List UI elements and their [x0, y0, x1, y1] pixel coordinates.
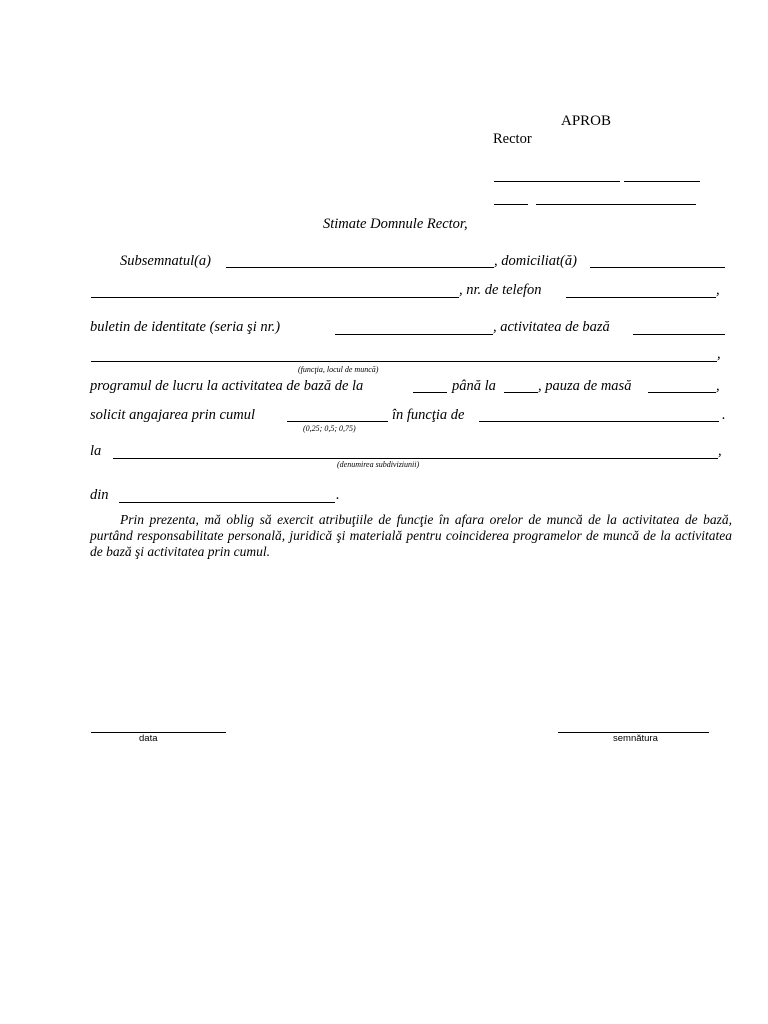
- address-field-1[interactable]: [590, 267, 725, 268]
- pauza-comma: ,: [716, 378, 720, 394]
- name-field[interactable]: [226, 267, 494, 268]
- buletin-label: buletin de identitate (seria şi nr.): [90, 319, 281, 335]
- la-label: la: [90, 443, 102, 459]
- domiciliat-label: , domiciliat(ă): [494, 253, 577, 269]
- cumul-note: (0,25; 0,5; 0,75): [303, 424, 356, 433]
- program-to-field[interactable]: [504, 392, 538, 393]
- cumul-fraction-field[interactable]: [287, 421, 388, 422]
- din-period: .: [336, 487, 340, 503]
- program-from-field[interactable]: [413, 392, 447, 393]
- salutation: Stimate Domnule Rector,: [323, 216, 468, 232]
- date-field[interactable]: [91, 732, 226, 733]
- date-label: data: [139, 733, 158, 744]
- position-field[interactable]: [479, 421, 719, 422]
- din-label: din: [90, 487, 109, 503]
- subdiviziunii-note: (denumirea subdiviziunii): [337, 460, 420, 469]
- rector-signature-line-1a: [494, 181, 620, 182]
- pana-la-label: până la: [452, 378, 496, 394]
- position-period: .: [722, 407, 726, 423]
- phone-field[interactable]: [566, 297, 716, 298]
- rector-signature-line-2b: [536, 204, 696, 205]
- aprob-heading: APROB: [561, 113, 612, 129]
- main-activity-field-1[interactable]: [633, 334, 725, 335]
- lunch-break-field[interactable]: [648, 392, 716, 393]
- address-field-2[interactable]: [91, 297, 459, 298]
- main-activity-comma: ,: [717, 346, 721, 362]
- rector-signature-line-1b: [624, 181, 700, 182]
- rector-label: Rector: [493, 131, 532, 147]
- solicit-label: solicit angajarea prin cumul: [90, 407, 255, 423]
- phone-comma: ,: [716, 282, 720, 298]
- main-activity-field-2[interactable]: [91, 361, 717, 362]
- declaration-paragraph: Prin prezenta, mă oblig să exercit atribuţiile de funcţie în afara orelor de muncă de la activitatea de bază, purtând responsabilitate personală, juridică şi materială pentru coinciderea programelor de muncă de la activitatea de bază şi activitatea prin cumul.: [90, 512, 732, 559]
- pauza-label: , pauza de masă: [538, 378, 632, 394]
- id-series-field[interactable]: [335, 334, 493, 335]
- subsemnatul-label: Subsemnatul(a): [120, 253, 212, 269]
- programul-label: programul de lucru la activitatea de bază de la: [90, 378, 364, 394]
- functia-locul-note: (funcţia, locul de muncă): [298, 365, 379, 374]
- activitatea-baza-label: , activitatea de bază: [493, 319, 610, 335]
- signature-label: semnătura: [613, 733, 658, 744]
- subdivision-field[interactable]: [113, 458, 718, 459]
- rector-signature-line-2a: [494, 204, 528, 205]
- din-field[interactable]: [119, 502, 335, 503]
- subdivision-comma: ,: [718, 443, 722, 459]
- nr-telefon-label: , nr. de telefon: [459, 282, 542, 298]
- in-functia-label: în funcţia de: [392, 407, 465, 423]
